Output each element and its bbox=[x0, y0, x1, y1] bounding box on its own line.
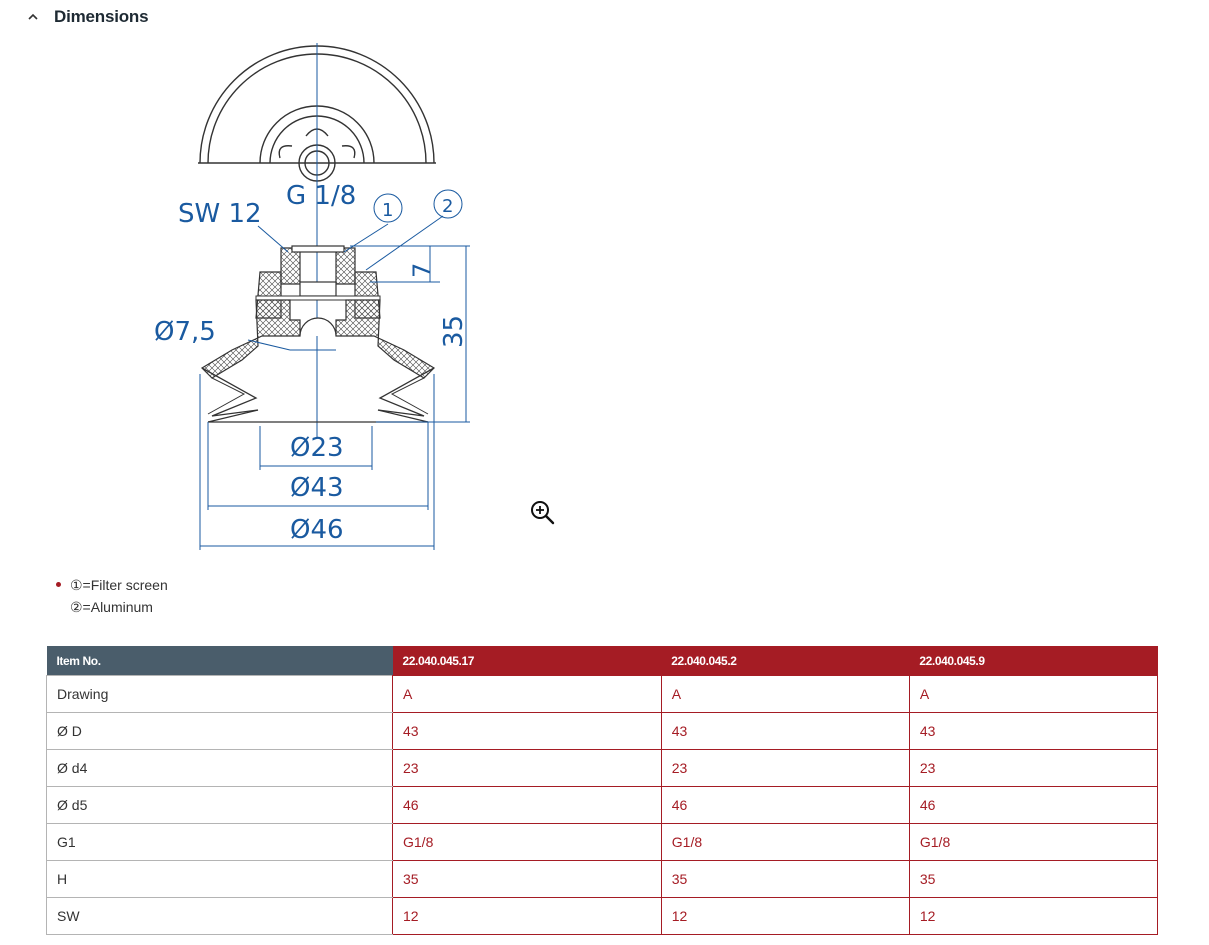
row-label: Ø d4 bbox=[47, 750, 393, 787]
table-row bbox=[47, 676, 1158, 713]
dimension-drawing bbox=[140, 38, 480, 558]
cell-value: 46 bbox=[393, 787, 662, 824]
cell-value: A bbox=[393, 676, 662, 713]
table-row bbox=[47, 787, 1158, 824]
legend-notes bbox=[56, 574, 168, 618]
cell-value: 43 bbox=[909, 713, 1157, 750]
label-thread: G 1/8 bbox=[286, 181, 357, 211]
label-sw: SW 12 bbox=[178, 199, 262, 229]
section-title: Dimensions bbox=[54, 7, 149, 26]
table-row bbox=[47, 824, 1158, 861]
body-section bbox=[202, 246, 434, 422]
row-label: Ø D bbox=[47, 713, 393, 750]
header-col-1: 22.040.045.17 bbox=[393, 646, 662, 676]
cell-value: 46 bbox=[661, 787, 909, 824]
cell-value: G1/8 bbox=[393, 824, 662, 861]
cell-value: A bbox=[661, 676, 909, 713]
label-d43: Ø43 bbox=[290, 473, 344, 503]
cell-value: 46 bbox=[909, 787, 1157, 824]
zoom-in-icon[interactable] bbox=[528, 498, 556, 526]
row-label: Ø d5 bbox=[47, 787, 393, 824]
cell-value: 43 bbox=[393, 713, 662, 750]
cell-value: G1/8 bbox=[661, 824, 909, 861]
label-callout-1: 1 bbox=[382, 200, 394, 221]
cell-value: 12 bbox=[393, 898, 662, 935]
cell-value: 35 bbox=[909, 861, 1157, 898]
row-label: H bbox=[47, 861, 393, 898]
table-row bbox=[47, 861, 1158, 898]
table-row bbox=[47, 750, 1158, 787]
cell-value: G1/8 bbox=[909, 824, 1157, 861]
row-label: SW bbox=[47, 898, 393, 935]
label-d46: Ø46 bbox=[290, 515, 344, 545]
header-col-2: 22.040.045.2 bbox=[661, 646, 909, 676]
note-item: ②=Aluminum bbox=[70, 599, 153, 615]
cell-value: 12 bbox=[661, 898, 909, 935]
label-7: 7 bbox=[408, 262, 436, 278]
label-callout-2: 2 bbox=[442, 196, 454, 217]
label-35: 35 bbox=[439, 314, 469, 348]
table-header-row bbox=[47, 646, 1158, 676]
header-item-no: Item No. bbox=[47, 646, 393, 676]
cell-value: 35 bbox=[393, 861, 662, 898]
table-row bbox=[47, 713, 1158, 750]
label-d75: Ø7,5 bbox=[154, 317, 216, 347]
cell-value: 23 bbox=[909, 750, 1157, 787]
cell-value: 12 bbox=[909, 898, 1157, 935]
cell-value: 23 bbox=[393, 750, 662, 787]
note-item: ①=Filter screen bbox=[56, 574, 168, 596]
row-label: G1 bbox=[47, 824, 393, 861]
row-label: Drawing bbox=[47, 676, 393, 713]
spec-table bbox=[46, 646, 1158, 935]
label-d23: Ø23 bbox=[290, 433, 344, 463]
header-col-3: 22.040.045.9 bbox=[909, 646, 1157, 676]
cell-value: A bbox=[909, 676, 1157, 713]
dimensions-section-toggle[interactable] bbox=[26, 6, 148, 28]
table-row bbox=[47, 898, 1158, 935]
chevron-up-icon bbox=[26, 10, 40, 24]
cell-value: 43 bbox=[661, 713, 909, 750]
cell-value: 23 bbox=[661, 750, 909, 787]
cell-value: 35 bbox=[661, 861, 909, 898]
